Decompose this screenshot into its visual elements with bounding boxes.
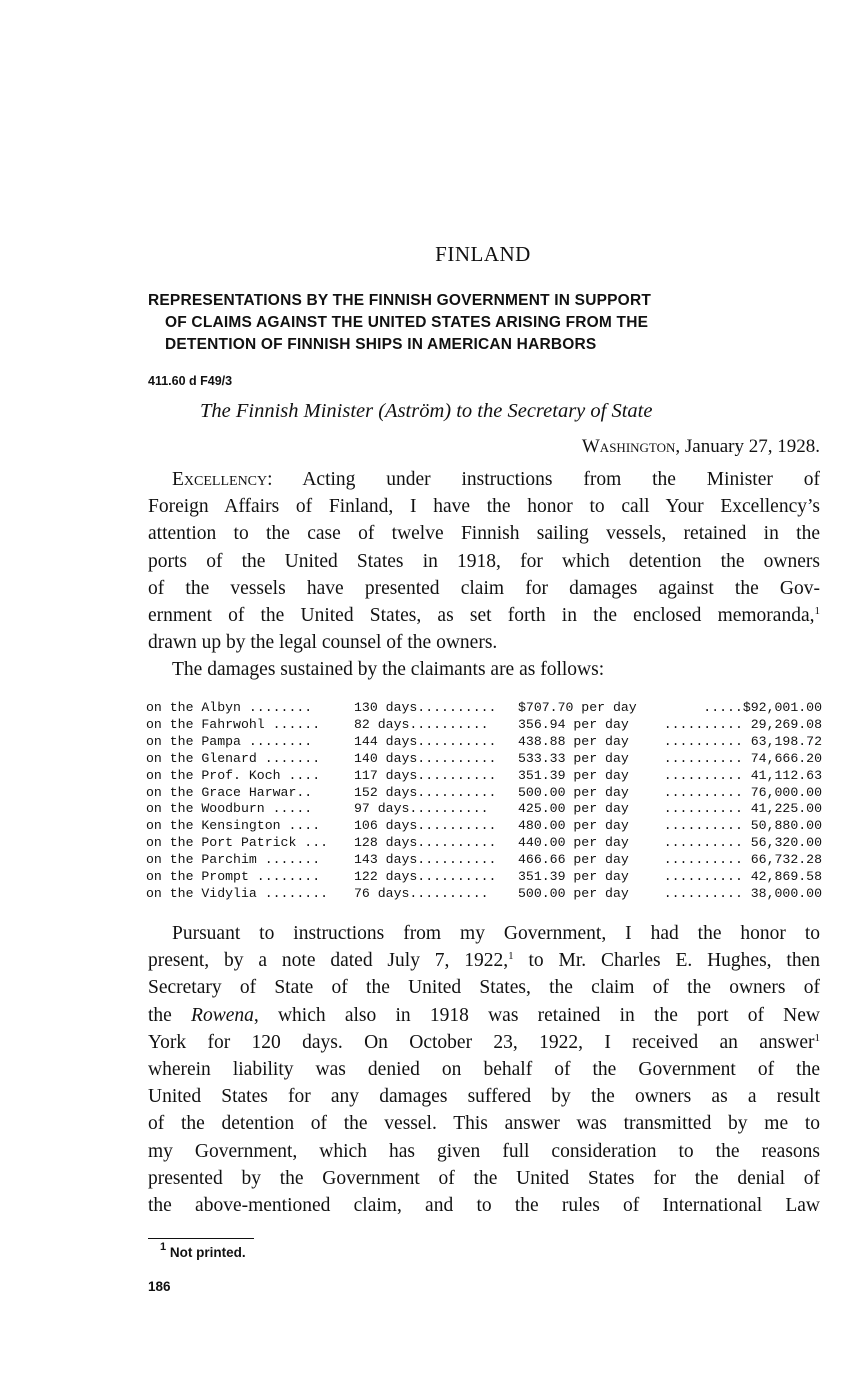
damages-row (146, 700, 822, 717)
ship-cell: on the Prof. Koch .... (146, 767, 321, 783)
country-title: FINLAND (435, 242, 531, 266)
ship-cell: on the Grace Harwar.. (146, 784, 313, 800)
para1-line-5: of the vessels have presented claim for damages against the Gov- (148, 577, 820, 599)
days-cell: 152 days.......... (354, 784, 497, 800)
rate-cell: 351.39 per day (518, 767, 629, 783)
para3-line-8: of the detention of the vessel. This answer was transmitted by me to (148, 1113, 820, 1135)
para1-line-3: attention to the case of twelve Finnish sailing vessels, retained in the (148, 523, 820, 545)
damages-row (146, 751, 822, 768)
damages-row (146, 801, 822, 818)
days-cell: 140 days.......... (354, 750, 497, 766)
para1-line-1 (148, 466, 820, 493)
ship-cell: on the Pampa ........ (146, 733, 313, 749)
ship-cell: on the Glenard ....... (146, 750, 321, 766)
para3-line-9: my Government, which has given full consideration to the reasons (148, 1140, 820, 1162)
para3-line-7: United States for any damages suffered by the owners as a result (148, 1086, 820, 1108)
ship-cell: on the Prompt ........ (146, 869, 321, 885)
footnote-ref: 1 (814, 605, 820, 618)
rate-cell: 440.00 per day (518, 835, 629, 851)
damages-row (146, 852, 822, 869)
damages-table (146, 700, 822, 903)
total-cell: .......... 76,000.00 (663, 784, 822, 800)
footnote (160, 1241, 246, 1260)
para3-line-4b: , which also in 1918 was retained in the port of New (253, 1004, 820, 1026)
para3-line-2a: present, by a note dated July 7, 1922, (148, 950, 509, 972)
file-number: 411.60 d F49/3 (148, 374, 233, 388)
rate-cell: 500.00 per day (518, 885, 629, 901)
para3-line-3: Secretary of State of the United States, the claim of the owners of (148, 977, 820, 999)
footnote-text: Not printed. (166, 1245, 246, 1260)
footnote-mark: 1 (160, 1241, 167, 1253)
total-cell: .......... 42,869.58 (663, 869, 822, 885)
para1-line-2: Foreign Affairs of Finland, I have the honor to call Your Excellency’s (148, 496, 820, 518)
ship-cell: on the Kensington .... (146, 818, 321, 834)
para3-line-1: Pursuant to instructions from my Government, I had the honor to (172, 923, 820, 944)
damages-row (146, 818, 822, 835)
days-cell: 143 days.......... (354, 852, 497, 868)
ship-name-rowena: Rowena (191, 1004, 254, 1026)
rate-cell: 356.94 per day (518, 716, 629, 732)
para3-line-2 (148, 947, 820, 974)
heading-line-1: REPRESENTATIONS BY THE FINNISH GOVERNMENT IN SUPPORT (148, 292, 652, 309)
para3-line-2b: to Mr. Charles E. Hughes, then (513, 950, 820, 972)
para1-line-7: drawn up by the legal counsel of the owners. (148, 632, 498, 654)
para3-line-5 (148, 1029, 820, 1056)
section-heading (148, 290, 820, 356)
days-cell: 122 days.......... (354, 869, 497, 885)
footnote-divider (148, 1238, 254, 1239)
para1-line-6 (148, 602, 820, 629)
damages-row (146, 717, 822, 734)
para3-line-10: presented by the Government of the United States for the denial of (148, 1167, 820, 1189)
damages-row (146, 768, 822, 785)
days-cell: 117 days.......... (354, 767, 497, 783)
days-cell: 106 days.......... (354, 818, 497, 834)
para3-line-11: the above-mentioned claim, and to the rules of International Law (148, 1195, 820, 1217)
total-cell: .......... 38,000.00 (663, 885, 822, 901)
total-cell: .....$92,001.00 (703, 700, 822, 715)
dateline-place: Washington (581, 436, 676, 457)
days-cell: 82 days.......... (354, 716, 489, 732)
total-cell: .......... 63,198.72 (663, 733, 822, 749)
para3-line-4 (148, 1002, 820, 1029)
rate-cell: 425.00 per day (518, 801, 629, 817)
paragraph-3 (148, 920, 820, 1219)
damages-row (146, 734, 822, 751)
page-number: 186 (148, 1279, 171, 1294)
total-cell: .......... 41,225.00 (663, 801, 822, 817)
days-cell: 97 days.......... (354, 801, 489, 817)
para3-line-6: wherein liability was denied on behalf of the Government of the (148, 1059, 820, 1081)
total-cell: .......... 50,880.00 (663, 818, 822, 834)
total-cell: .......... 66,732.28 (663, 852, 822, 868)
footnote-ref: 1 (508, 950, 514, 963)
footnote-ref: 1 (814, 1031, 820, 1044)
damages-row (146, 835, 822, 852)
days-cell: 76 days.......... (354, 885, 489, 901)
total-cell: .......... 41,112.63 (663, 767, 822, 783)
dateline-date: , January 27, 1928. (675, 436, 820, 457)
dateline (582, 436, 820, 458)
heading-line-2: OF CLAIMS AGAINST THE UNITED STATES ARISING FROM THE (165, 314, 649, 331)
paragraph-1 (148, 466, 820, 684)
ship-cell: on the Port Patrick ... (146, 835, 329, 851)
days-cell: 130 days.......... (354, 700, 497, 715)
days-cell: 144 days.......... (354, 733, 497, 749)
salutation: Excellency: (172, 469, 273, 490)
ship-cell: on the Fahrwohl ...... (146, 716, 321, 732)
paragraph-2: The damages sustained by the claimants are as follows: (172, 659, 605, 681)
para1-line-6-text: ernment of the United States, as set forth in the enclosed memoranda, (148, 605, 815, 627)
total-cell: .......... 29,269.08 (663, 716, 822, 732)
damages-row (146, 785, 822, 802)
rate-cell: 438.88 per day (518, 733, 629, 749)
para3-line-5-text: York for 120 days. On October 23, 1922, I received an answer (148, 1031, 815, 1053)
para1-line-1-text: Acting under instructions from the Minister of (302, 469, 820, 490)
damages-row (146, 886, 822, 903)
rate-cell: 500.00 per day (518, 784, 629, 800)
rate-cell: 351.39 per day (518, 869, 629, 885)
rate-cell: 480.00 per day (518, 818, 629, 834)
damages-row (146, 869, 822, 886)
ship-cell: on the Albyn ........ (146, 700, 313, 715)
rate-cell: 533.33 per day (518, 750, 629, 766)
ship-cell: on the Vidylia ........ (146, 885, 329, 901)
para1-line-4: ports of the United States in 1918, for which detention the owners (148, 550, 820, 572)
total-cell: .......... 74,666.20 (663, 750, 822, 766)
ship-cell: on the Parchim ....... (146, 852, 321, 868)
rate-cell: $707.70 per day (518, 700, 637, 715)
para3-line-4a: the (148, 1004, 192, 1026)
document-title: The Finnish Minister (Aström) to the Secretary of State (200, 400, 653, 422)
ship-cell: on the Woodburn ..... (146, 801, 313, 817)
total-cell: .......... 56,320.00 (663, 835, 822, 851)
rate-cell: 466.66 per day (518, 852, 629, 868)
heading-line-3: DETENTION OF FINNISH SHIPS IN AMERICAN HARBORS (165, 336, 597, 353)
days-cell: 128 days.......... (354, 835, 497, 851)
